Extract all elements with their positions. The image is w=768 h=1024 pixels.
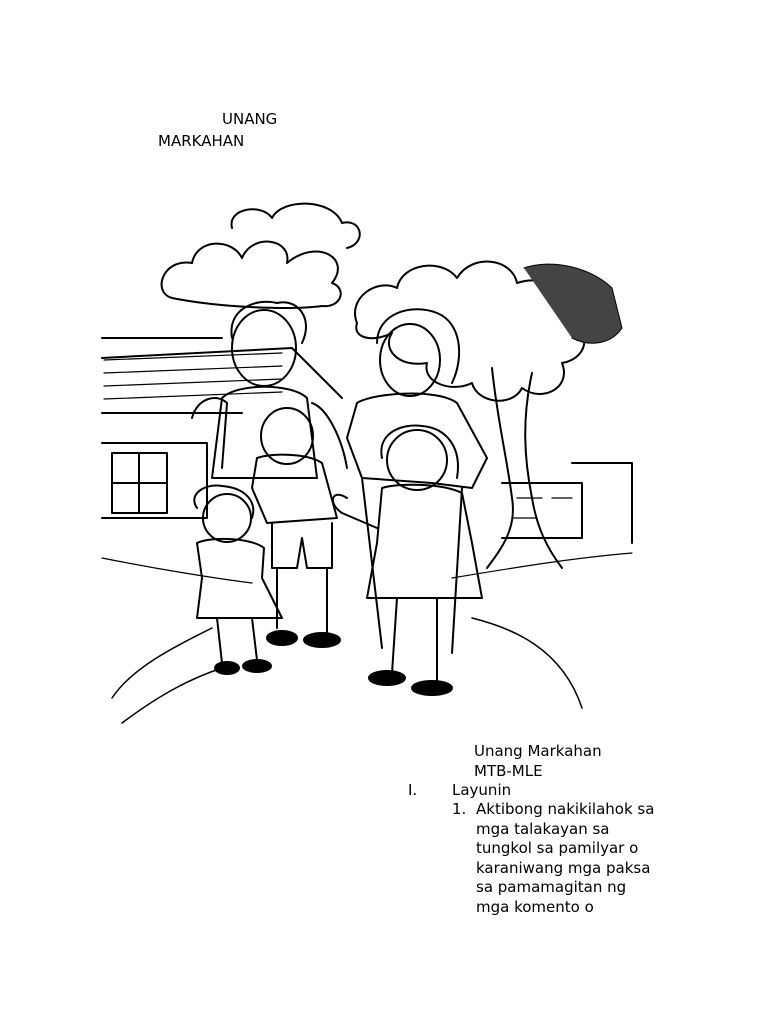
objective-line: mga talakayan sa <box>476 819 610 838</box>
section-title: Layunin <box>452 781 512 799</box>
cloud-icon <box>162 242 341 308</box>
father-figure-icon <box>192 302 347 478</box>
family-coloring-illustration-icon <box>92 198 640 730</box>
mother-figure-icon <box>347 309 487 653</box>
objective-line: tungkol sa pamilyar o <box>476 839 639 857</box>
quarter-heading: Unang Markahan <box>474 742 602 760</box>
girl-figure-icon <box>333 425 482 695</box>
title-line-1: UNANG <box>222 110 278 128</box>
objective-line: Aktibong nakikilahok sa <box>476 800 655 818</box>
objective-line: mga komento o <box>476 897 594 916</box>
objective-text <box>476 800 696 917</box>
objective-line: sa pamamagitan ng <box>476 878 627 896</box>
objective-line: karaniwang mga paksa <box>476 858 651 877</box>
cloud-icon <box>232 204 360 248</box>
objective-number: 1. <box>452 800 467 818</box>
title-line-2: MARKAHAN <box>158 132 245 150</box>
section-number: I. <box>408 781 418 799</box>
boy-figure-icon <box>252 408 340 647</box>
subject-heading: MTB-MLE <box>474 761 543 780</box>
